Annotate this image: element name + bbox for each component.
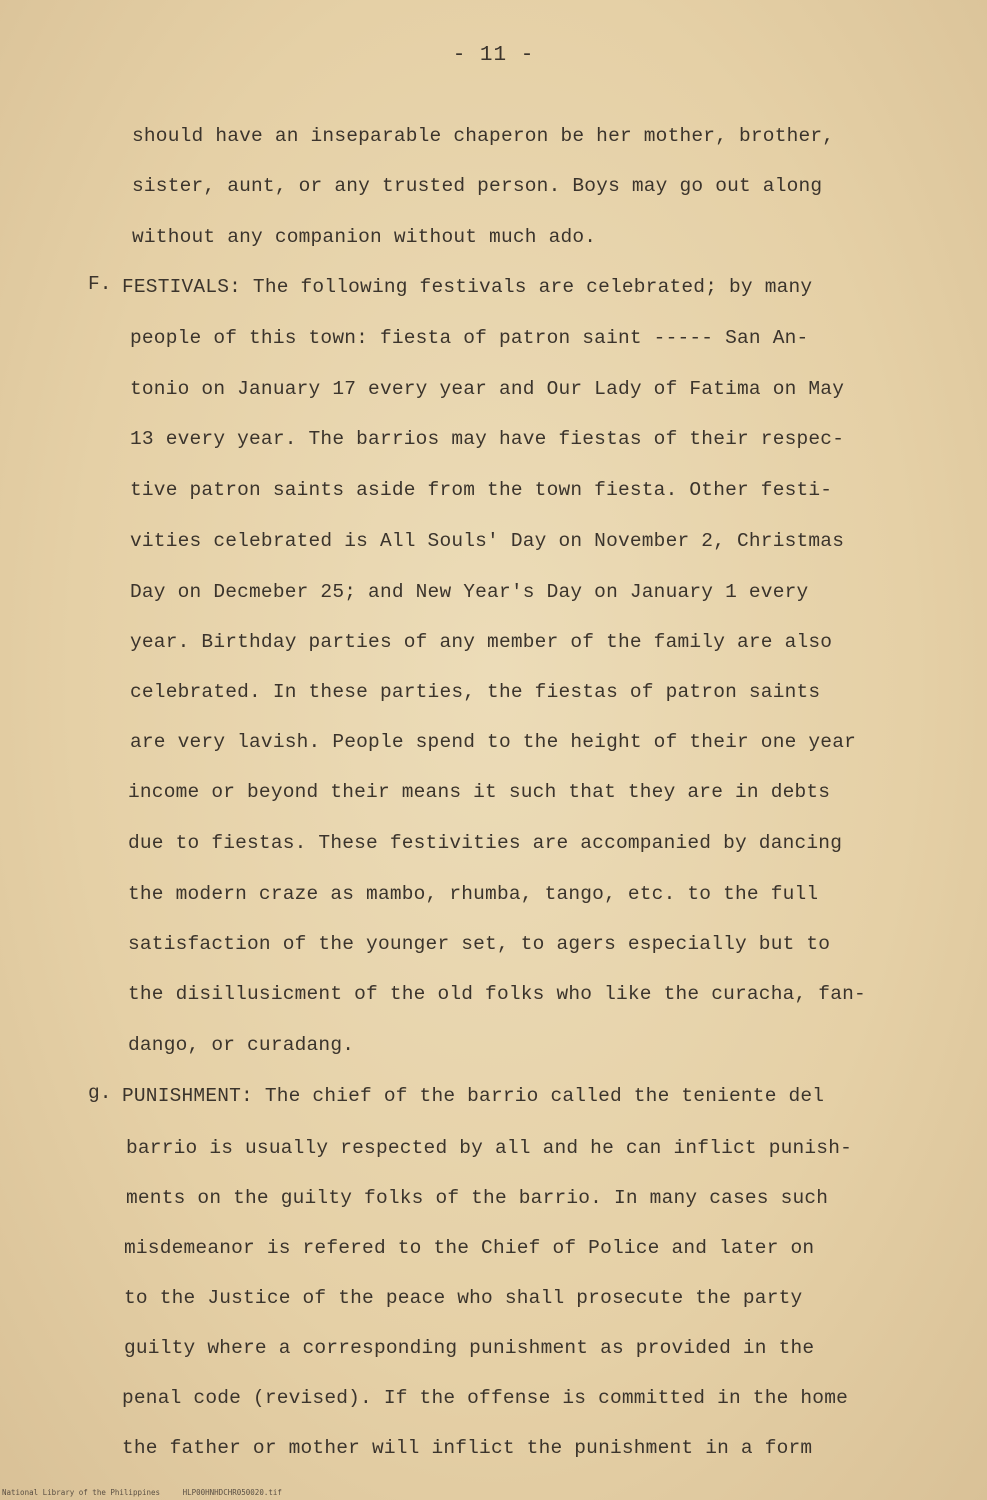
text-line: guilty where a corresponding punishment as provided in the	[124, 1337, 815, 1359]
text-line: income or beyond their means it such that they are in debts	[128, 781, 831, 803]
text-line: the father or mother will inflict the punishment in a form	[122, 1437, 813, 1459]
text-line: tonio on January 17 every year and Our Lady of Fatima on May	[130, 378, 845, 400]
text-line: should have an inseparable chaperon be her mother, brother,	[132, 125, 835, 147]
text-line: without any companion without much ado.	[132, 226, 597, 248]
text-line: satisfaction of the younger set, to agers especially but to	[128, 933, 831, 955]
text-line: misdemeanor is refered to the Chief of Police and later on	[124, 1237, 815, 1259]
text-line: barrio is usually respected by all and he can inflict punish-	[126, 1137, 853, 1159]
text-line: the modern craze as mambo, rhumba, tango, etc. to the full	[128, 883, 819, 905]
text-line: penal code (revised). If the offense is committed in the home	[122, 1387, 849, 1409]
text-line: due to fiestas. These festivities are accompanied by dancing	[128, 832, 843, 854]
text-line-festivals-heading: FESTIVALS: The following festivals are celebrated; by many	[122, 276, 813, 298]
text-line: vities celebrated is All Souls' Day on November 2, Christmas	[130, 530, 845, 552]
text-line: year. Birthday parties of any member of the family are also	[130, 631, 833, 653]
text-line: 13 every year. The barrios may have fiestas of their respec-	[130, 428, 845, 450]
text-line: tive patron saints aside from the town fiesta. Other festi-	[130, 479, 833, 501]
section-marker-punishment: g.	[88, 1082, 112, 1104]
text-line: celebrated. In these parties, the fiestas of patron saints	[130, 681, 821, 703]
footer-library: National Library of the Philippines	[2, 1488, 161, 1497]
scan-footer	[2, 1488, 300, 1497]
text-line: ments on the guilty folks of the barrio. In many cases such	[126, 1187, 829, 1209]
text-line: Day on Decmeber 25; and New Year's Day on January 1 every	[130, 581, 809, 603]
text-line: sister, aunt, or any trusted person. Boys may go out along	[132, 175, 823, 197]
section-marker-festivals: F.	[88, 273, 112, 295]
text-line: people of this town: fiesta of patron saint ----- San An-	[130, 327, 809, 349]
footer-file: HLP00HNHDCHR050020.tif	[182, 1488, 282, 1497]
text-line: the disillusicment of the old folks who like the curacha, fan-	[128, 983, 866, 1005]
page-number: - 11 -	[452, 44, 535, 67]
text-line-punishment-heading: PUNISHMENT: The chief of the barrio called the teniente del	[122, 1085, 825, 1107]
text-line: to the Justice of the peace who shall prosecute the party	[124, 1287, 803, 1309]
text-line: dango, or curadang.	[128, 1034, 355, 1056]
text-line: are very lavish. People spend to the height of their one year	[130, 731, 857, 753]
